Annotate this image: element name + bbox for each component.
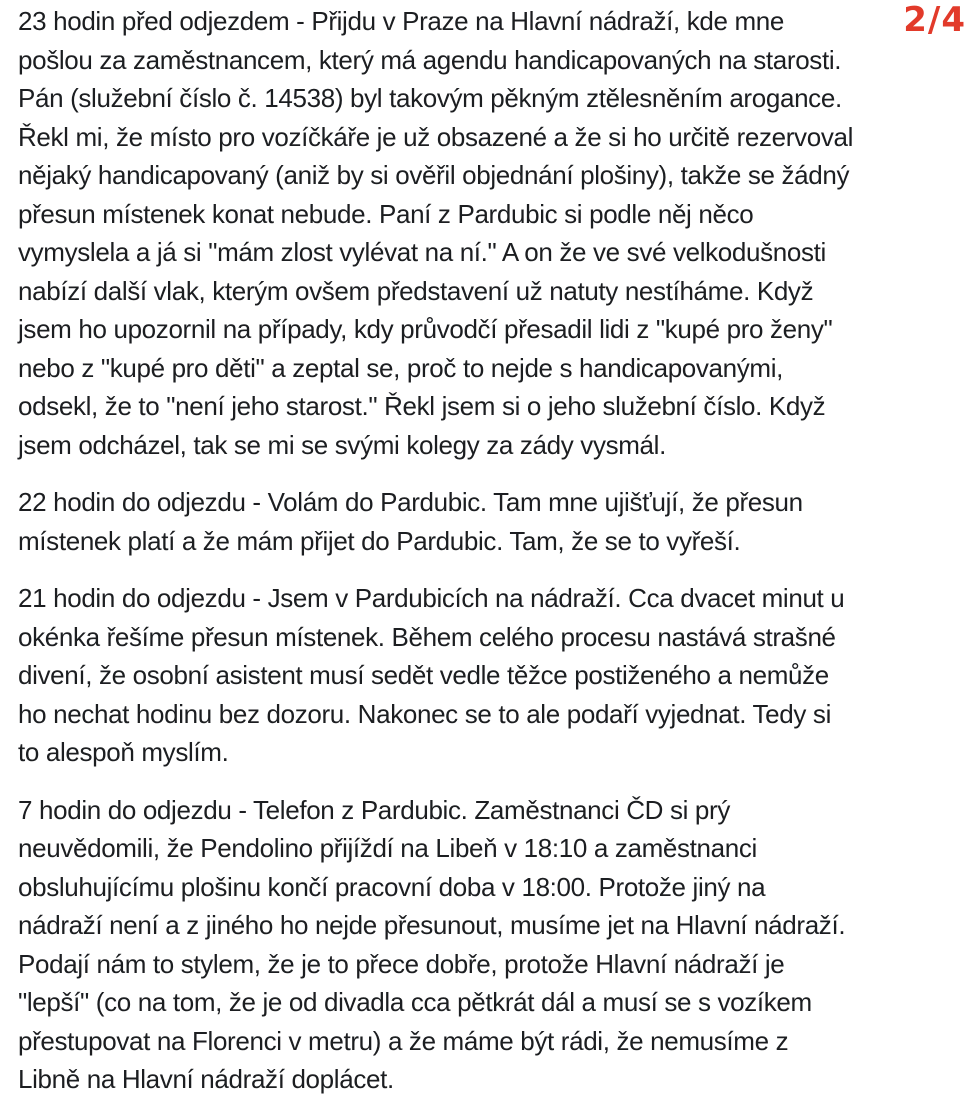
text-line: přesun místenek konat nebude. Paní z Pardubic si podle něj něco (18, 198, 754, 229)
text-line: 7 hodin do odjezdu - Telefon z Pardubic. Zaměstnanci ČD si prý (18, 794, 730, 825)
text-line: Podají nám to stylem, že je to přece dobře, protože Hlavní nádraží je (18, 948, 785, 979)
text-line: místenek platí a že mám přijet do Pardubic. Tam, že se to vyřeší. (18, 525, 741, 556)
paragraph-gap (18, 560, 968, 579)
post-body (18, 2, 968, 1099)
text-line: ho nechat hodinu bez dozoru. Nakonec se to ale podaří vyjednat. Tedy si (18, 698, 832, 729)
paragraph-23-hours (18, 2, 968, 464)
paragraph-22-hours (18, 483, 968, 560)
text-line: obsluhujícímu plošinu končí pracovní doba v 18:00. Protože jiný na (18, 871, 766, 902)
text-line: přestupovat na Florenci v metru) a že máme být rádi, že nemusíme z (18, 1025, 789, 1056)
text-line: 22 hodin do odjezdu - Volám do Pardubic. Tam mne ujišťují, že přesun (18, 487, 803, 517)
text-line: nabízí další vlak, kterým ovšem představení už natuty nestíháme. Když (18, 275, 814, 306)
paragraph-21-hours (18, 579, 968, 772)
text-line: nebo z "kupé pro děti" a zeptal se, proč to nejde s handicapovanými, (18, 352, 784, 383)
text-line: to alespoň myslím. (18, 737, 229, 767)
text-line: odsekl, že to "není jeho starost." Řekl jsem si o jeho služební číslo. Když (18, 391, 826, 421)
text-line: divení, že osobní asistent musí sedět vedle těžce postiženého a nemůže (18, 660, 829, 690)
text-line: jsem odcházel, tak se mi se svými kolegy za zády vysmál. (18, 429, 666, 460)
page-counter: 2/4 (903, 0, 966, 40)
paragraph-gap (18, 772, 968, 791)
text-line: 21 hodin do odjezdu - Jsem v Pardubicích na nádraží. Cca dvacet minut u (18, 583, 845, 613)
text-line: Pán (služební číslo č. 14538) byl takovým pěkným ztělesněním arogance. (18, 83, 842, 113)
text-line: pošlou za zaměstnancem, který má agendu handicapovaných na starosti. (18, 44, 842, 75)
text-line: neuvědomili, že Pendolino přijíždí na Libeň v 18:10 a zaměstnanci (18, 833, 757, 863)
paragraph-gap (18, 464, 968, 483)
text-line: Řekl mi, že místo pro vozíčkáře je už obsazené a že si ho určitě rezervoval (18, 121, 854, 152)
text-line: nádraží není a z jiného ho nejde přesunout, musíme jet na Hlavní nádraží. (18, 910, 846, 940)
text-line: Libně na Hlavní nádraží doplácet. (18, 1064, 394, 1094)
text-line: nějaký handicapovaný (aniž by si ověřil objednání plošiny), takže se žádný (18, 160, 850, 190)
text-line: vymyslela a já si "mám zlost vylévat na ní." A on že ve své velkodušnosti (18, 237, 826, 267)
text-line: "lepší" (co na tom, že je od divadla cca pětkrát dál a musí se s vozíkem (18, 987, 812, 1017)
text-line: okénka řešíme přesun místenek. Během celého procesu nastává strašné (18, 621, 836, 652)
text-line: 23 hodin před odjezdem - Přijdu v Praze na Hlavní nádraží, kde mne (18, 6, 785, 36)
paragraph-7-hours (18, 791, 968, 1099)
text-line: jsem ho upozornil na případy, kdy průvodčí přesadil lidi z "kupé pro ženy" (18, 314, 833, 344)
